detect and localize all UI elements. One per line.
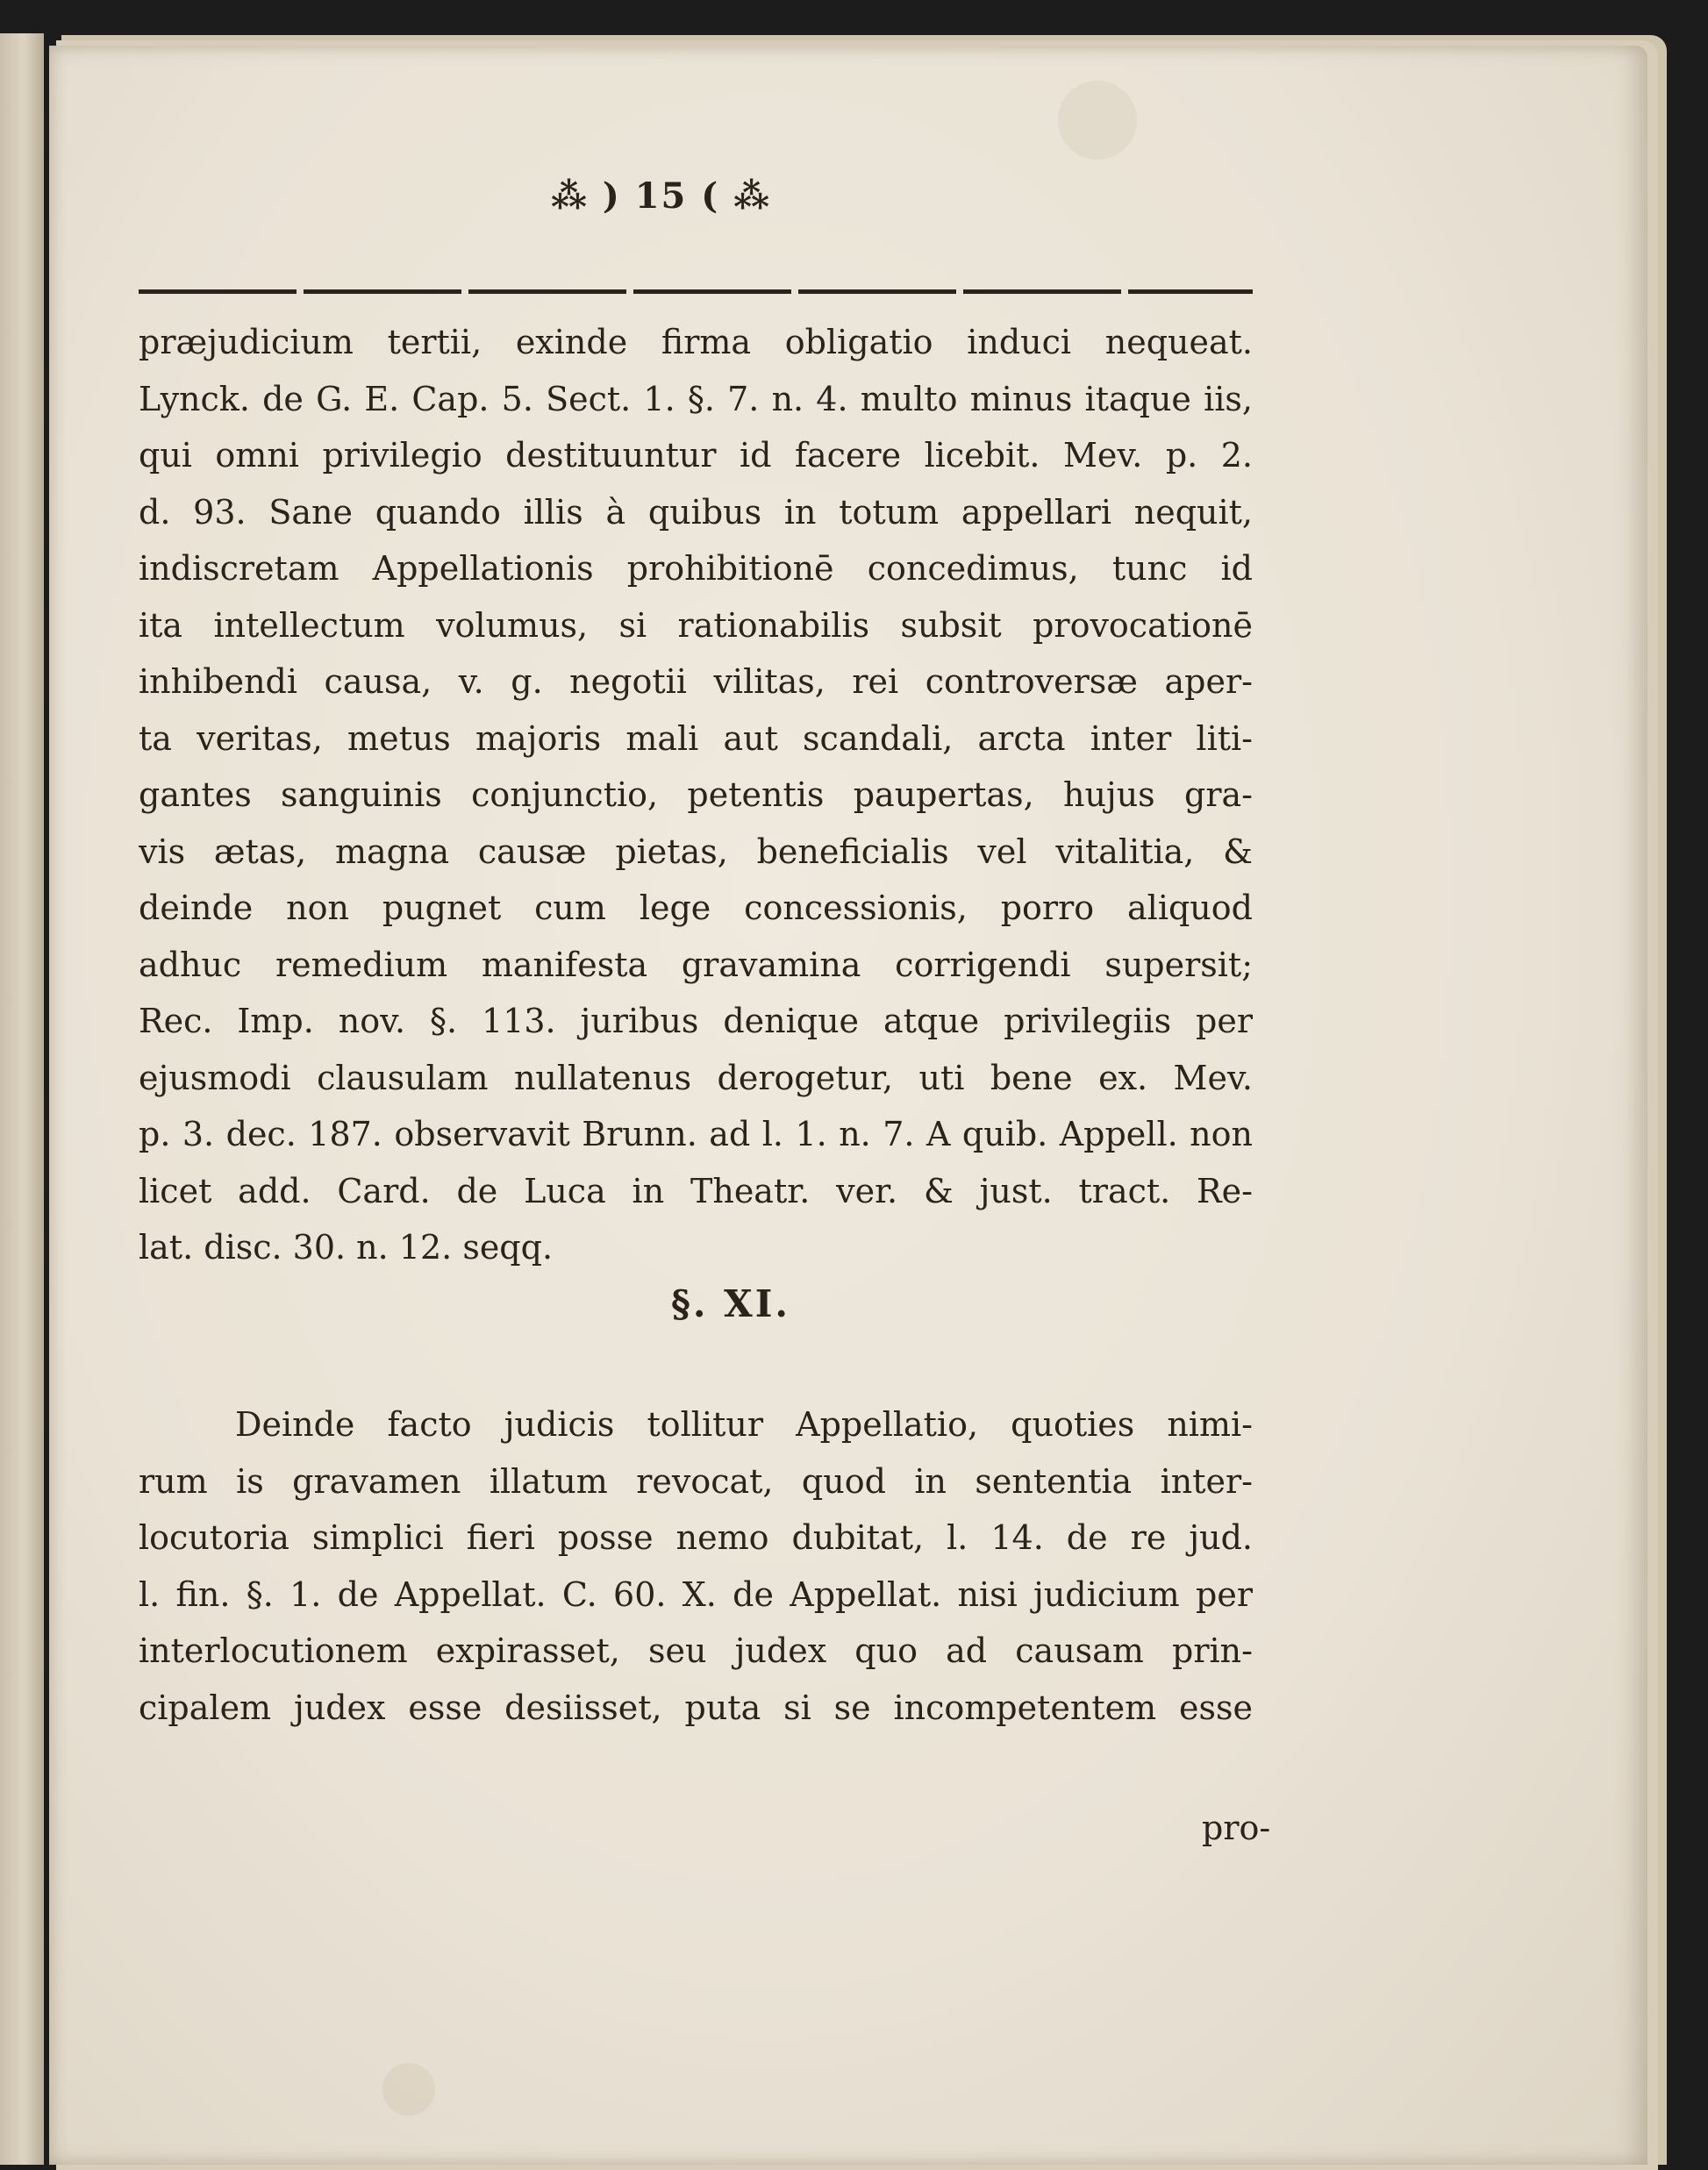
text-line: qui omni privilegio destituuntur id facere licebit. Mev. p. 2. [139, 436, 1253, 475]
page-content [139, 175, 1271, 1847]
text-line: gantes sanguinis conjunctio, petentis paupertas, hujus gra- [139, 775, 1253, 814]
section-heading: §. XI. [670, 1282, 791, 1325]
text-line: ita intellectum volumus, si rationabilis subsit provocationē [139, 605, 1253, 645]
paragraph-2 [139, 1396, 1253, 1736]
header-rule [139, 289, 1253, 294]
text-line: l. fin. §. 1. de Appellat. C. 60. X. de Appellat. nisi judicium per [139, 1574, 1253, 1614]
text-line: Deinde facto judicis tollitur Appellatio, quoties nimi- [235, 1405, 1253, 1444]
paper-stain [1058, 81, 1137, 160]
text-line: ejusmodi clausulam nullatenus derogetur, uti bene ex. Mev. [139, 1058, 1253, 1097]
book-page [49, 46, 1647, 2165]
text-line: interlocutionem expirasset, seu judex quo ad causam prin- [139, 1631, 1253, 1670]
text-line: Rec. Imp. nov. §. 113. juribus denique atque privilegiis per [139, 1002, 1253, 1040]
text-line: rum is gravamen illatum revocat, quod in sententia inter- [139, 1461, 1253, 1501]
paper-stain [382, 2063, 435, 2116]
text-line: locutoria simplici fieri posse nemo dubitat, l. 14. de re jud. [139, 1518, 1253, 1557]
text-line: præjudicium tertii, exinde firma obligatio induci nequeat. [139, 323, 1253, 361]
catchword: pro- [1202, 1809, 1271, 1847]
text-line: p. 3. dec. 187. observavit Brunn. ad l. 1. n. 7. A quib. Appell. non [139, 1115, 1253, 1153]
paragraph-1 [139, 314, 1253, 1276]
text-line: ta veritas, metus majoris mali aut scandali, arcta inter liti- [139, 718, 1253, 758]
running-head-text: ⁂ ) 15 ( ⁂ [551, 175, 772, 217]
previous-leaf-edge [0, 33, 44, 2165]
text-line: licet add. Card. de Luca in Theatr. ver. & just. tract. Re- [139, 1171, 1253, 1210]
text-line: adhuc remedium manifesta gravamina corrigendi supersit; [139, 945, 1253, 984]
text-line: d. 93. Sane quando illis à quibus in totum appellari nequit, [139, 492, 1253, 532]
text-line: lat. disc. 30. n. 12. seqq. [139, 1228, 554, 1267]
text-line: vis ætas, magna causæ pietas, beneficialis vel vitalitia, & [139, 832, 1253, 871]
text-line: indiscretam Appellationis prohibitionē concedimus, tunc id [139, 549, 1253, 588]
text-line: inhibendi causa, v. g. negotii vilitas, rei controversæ aper- [139, 662, 1253, 701]
running-head [139, 175, 1253, 228]
text-line: cipalem judex esse desiisset, puta si se incompetentem esse [139, 1688, 1253, 1727]
text-line: deinde non pugnet cum lege concessionis, porro aliquod [139, 889, 1253, 927]
text-line: Lynck. de G. E. Cap. 5. Sect. 1. §. 7. n. 4. multo minus itaque iis, [139, 379, 1253, 418]
